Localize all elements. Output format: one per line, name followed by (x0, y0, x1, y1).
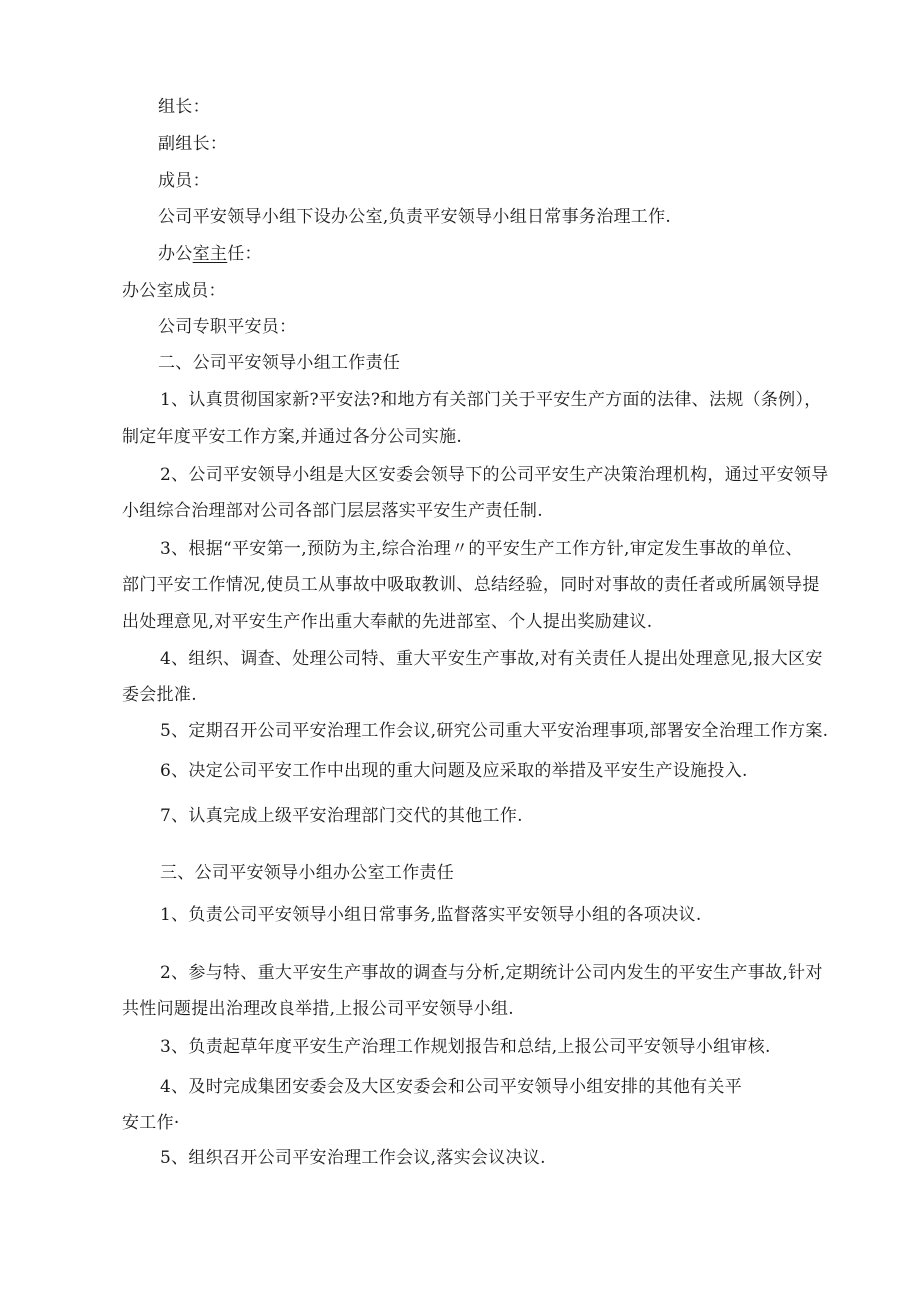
text-line: 组长： (158, 97, 210, 117)
text-line: 委会批准. (122, 685, 197, 705)
text-line: 公司专职平安员： (158, 317, 297, 337)
text-line: 5、定期召开公司平安治理工作会议,研究公司重大平安治理事项,部署安全治理工作方案. (160, 721, 829, 741)
underlined-text: 室主 (192, 244, 228, 264)
text-line: 2、公司平安领导小组是大区安委会领导下的公司平安生产决策治理机构，通过平安领导 (160, 465, 829, 485)
text-line: 成员： (158, 171, 210, 191)
text-line: 2、参与特、重大平安生产事故的调查与分析,定期统计公司内发生的平安生产事故,针对 (160, 963, 823, 983)
text-line: 3、负责起草年度平安生产治理工作规划报告和总结,上报公司平安领导小组审核. (160, 1037, 771, 1057)
text-line: 办公室主任： (158, 244, 262, 264)
text-line: 公司平安领导小组下设办公室,负责平安领导小组日常事务治理工作. (158, 207, 672, 227)
text-line: 副组长： (158, 134, 228, 154)
text-line: 7、认真完成上级平安治理部门交代的其他工作. (160, 806, 523, 826)
text-line: 小组综合治理部对公司各部门层层落实平安生产责任制. (122, 501, 543, 521)
text-line: 4、及时完成集团安委会及大区安委会和公司平安领导小组安排的其他有关平 (160, 1077, 743, 1097)
text-line: 1、认真贯彻国家新?平安法?和地方有关部门关于平安生产方面的法律、法规（条例）， (160, 390, 822, 410)
text-line: 出处理意见,对平安生产作出重大奉献的先进部室、个人提出奖励建议. (122, 612, 653, 632)
text-line-office-director (158, 243, 262, 265)
text-line: 3、根据“平安第一,预防为主,综合治理〃的平安生产工作方针,审定发生事故的单位、 (160, 539, 803, 559)
text-line: 部门平安工作情况,使员工从事故中吸取教训、总结经验，同时对事故的责任者或所属领导提 (122, 575, 820, 595)
text-line: 安工作· (122, 1113, 180, 1133)
text-line: 制定年度平安工作方案,并通过各分公司实施. (122, 427, 463, 447)
section-heading: 三、公司平安领导小组办公室工作责任 (160, 863, 455, 883)
text-line: 5、组织召开公司平安治理工作会议,落实会议决议. (160, 1148, 546, 1168)
text-line: 共性问题提出治理改良举措,上报公司平安领导小组. (122, 999, 515, 1019)
section-heading: 二、公司平安领导小组工作责任 (158, 353, 401, 373)
text-line: 6、决定公司平安工作中出现的重大问题及应采取的举措及平安生产设施投入. (160, 761, 748, 781)
text-line: 1、负责公司平安领导小组日常事务,监督落实平安领导小组的各项决议. (160, 905, 702, 925)
text-line: 办公室成员： (122, 281, 226, 301)
text-line: 4、组织、调查、处理公司特、重大平安生产事故,对有关责任人提出处理意见,报大区安 (160, 649, 823, 669)
